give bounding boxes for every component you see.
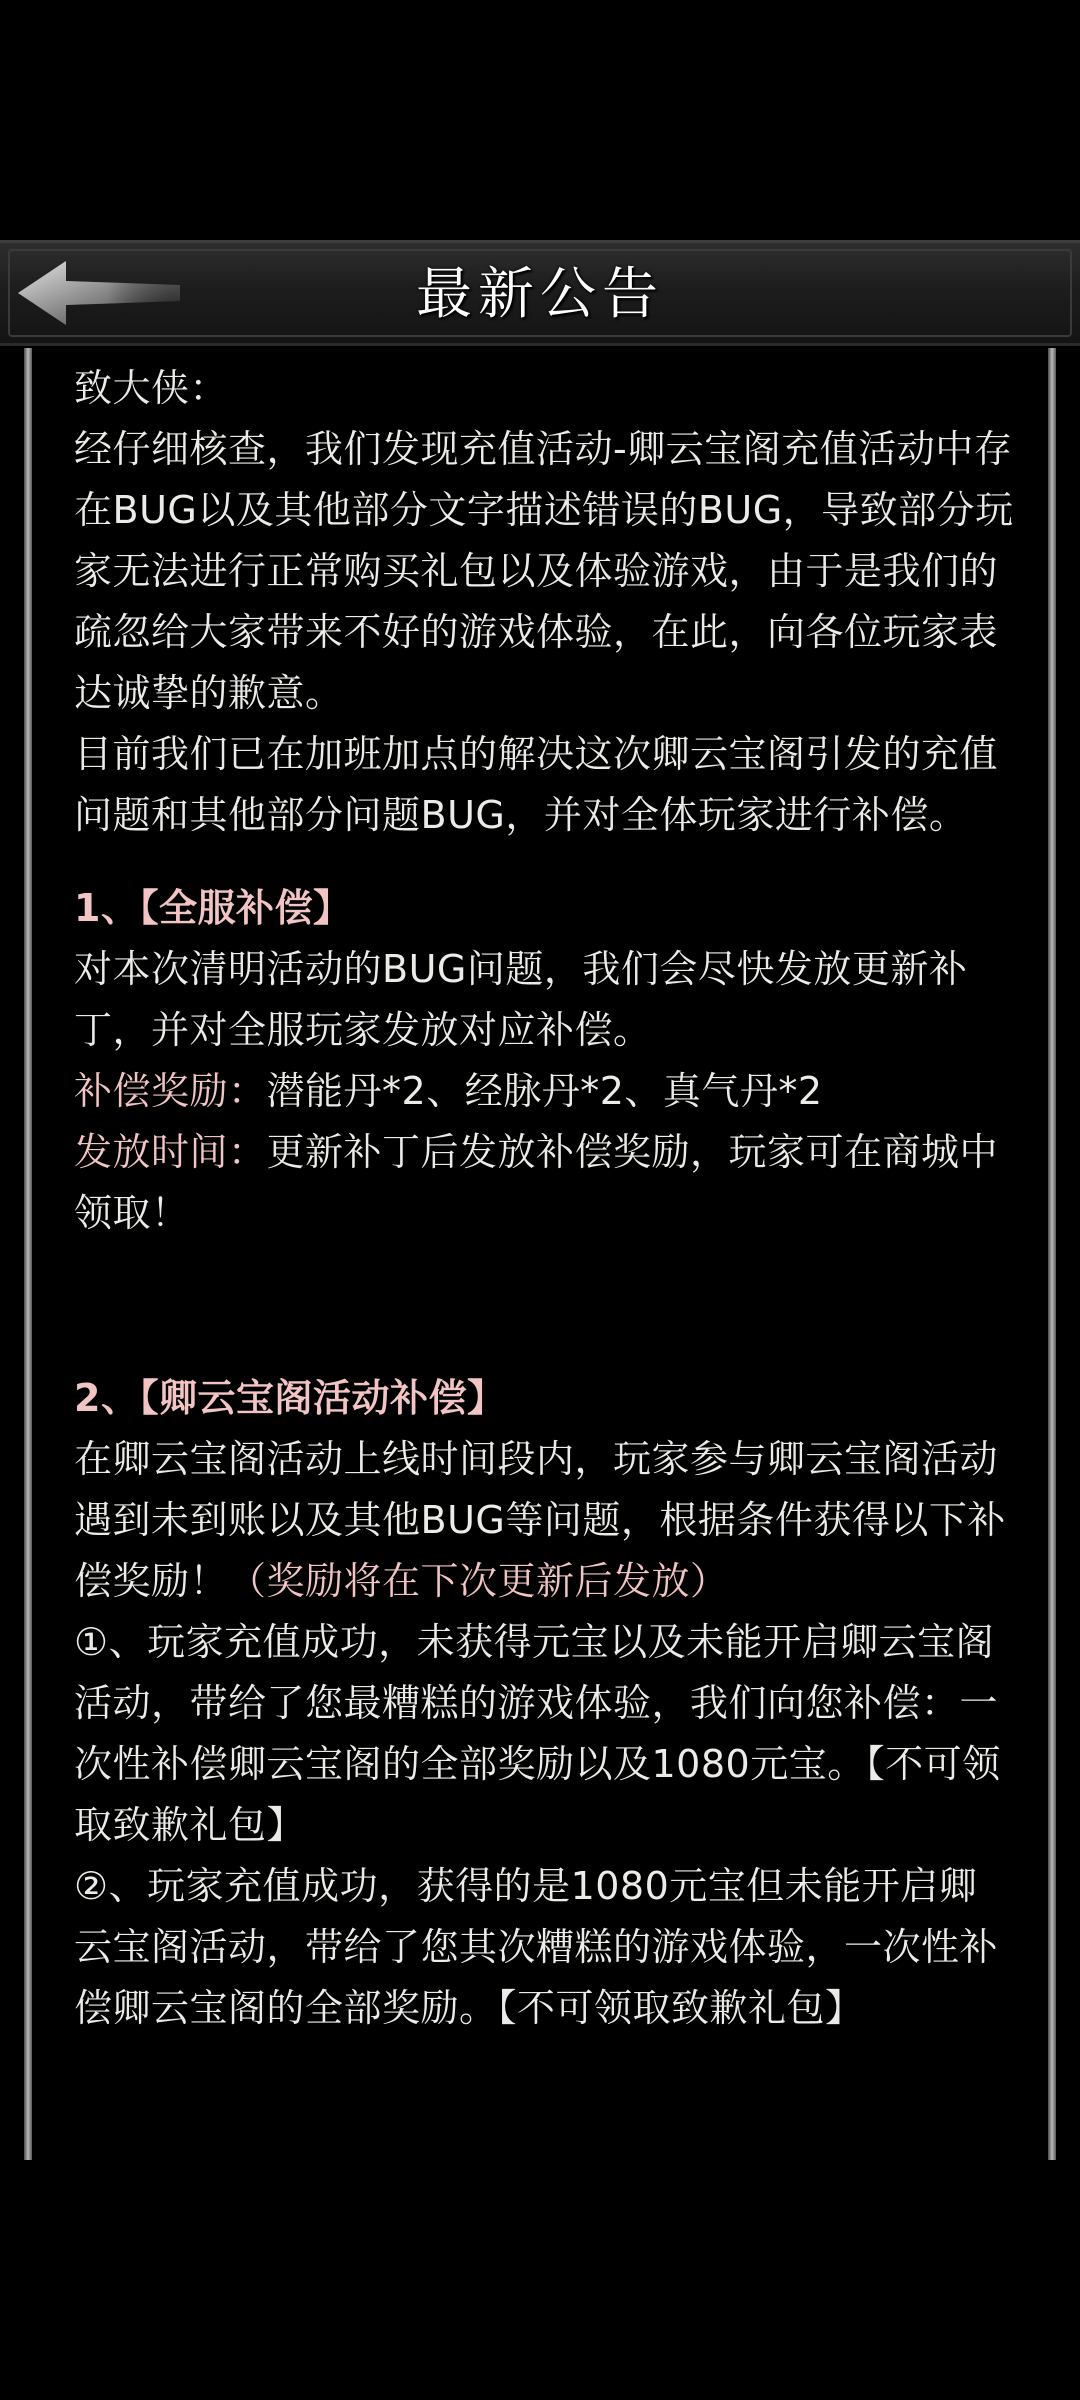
- time-line: [74, 1122, 1014, 1244]
- frame-border-left: [24, 348, 32, 2160]
- section-body-pavilion: [74, 1429, 1014, 1612]
- notice-content[interactable]: [74, 358, 1014, 2039]
- time-label: 发放时间：: [74, 1130, 267, 1174]
- compensation-item-1: ①、玩家充值成功，未获得元宝以及未能开启卿云宝阁活动，带给了您最糟糕的游戏体验，我们向您补偿：一次性补偿卿云宝阁的全部奖励以及1080元宝。【不可领取致歉礼包】: [74, 1620, 1001, 1847]
- section-body-text: 在卿云宝阁活动上线时间段内，玩家参与卿云宝阁活动遇到未到账以及其他BUG等问题，根据条件获得以下补偿奖励！: [74, 1437, 1006, 1603]
- reward-line: [74, 1061, 1014, 1122]
- header-bar: [0, 240, 1080, 346]
- time-value: 更新补丁后发放补偿奖励，玩家可在商城中领取！: [74, 1130, 999, 1235]
- compensation-item-2: ②、玩家充值成功，获得的是1080元宝但未能开启卿云宝阁活动，带给了您其次糟糕的游戏体验，一次性补偿卿云宝阁的全部奖励。【不可领取致歉礼包】: [74, 1864, 999, 2030]
- notice-intro-paragraph: 经仔细核查，我们发现充值活动-卿云宝阁充值活动中存在BUG以及其他部分文字描述错误的BUG，导致部分玩家无法进行正常购买礼包以及体验游戏，由于是我们的疏忽给大家带来不好的游戏体验，在此，向各位玩家表达诚挚的歉意。: [74, 427, 1014, 715]
- frame-border-right: [1048, 348, 1056, 2160]
- section-title-pavilion: 2、【卿云宝阁活动补偿】: [74, 1376, 506, 1420]
- reward-label: 补偿奖励：: [74, 1069, 267, 1113]
- section-note: （奖励将在下次更新后发放）: [228, 1559, 729, 1603]
- notice-intro-paragraph-2: 目前我们已在加班加点的解决这次卿云宝阁引发的充值问题和其他部分问题BUG，并对全体玩家进行补偿。: [74, 732, 999, 837]
- reward-value: 潜能丹*2、经脉丹*2、真气丹*2: [266, 1069, 823, 1113]
- section-title-full-server: 1、【全服补偿】: [74, 886, 352, 930]
- page-title: 最新公告: [416, 262, 664, 327]
- notice-greeting: 致大侠：: [74, 366, 229, 410]
- section-body-full-server: 对本次清明活动的BUG问题，我们会尽快发放更新补丁，并对全服玩家发放对应补偿。: [74, 947, 968, 1052]
